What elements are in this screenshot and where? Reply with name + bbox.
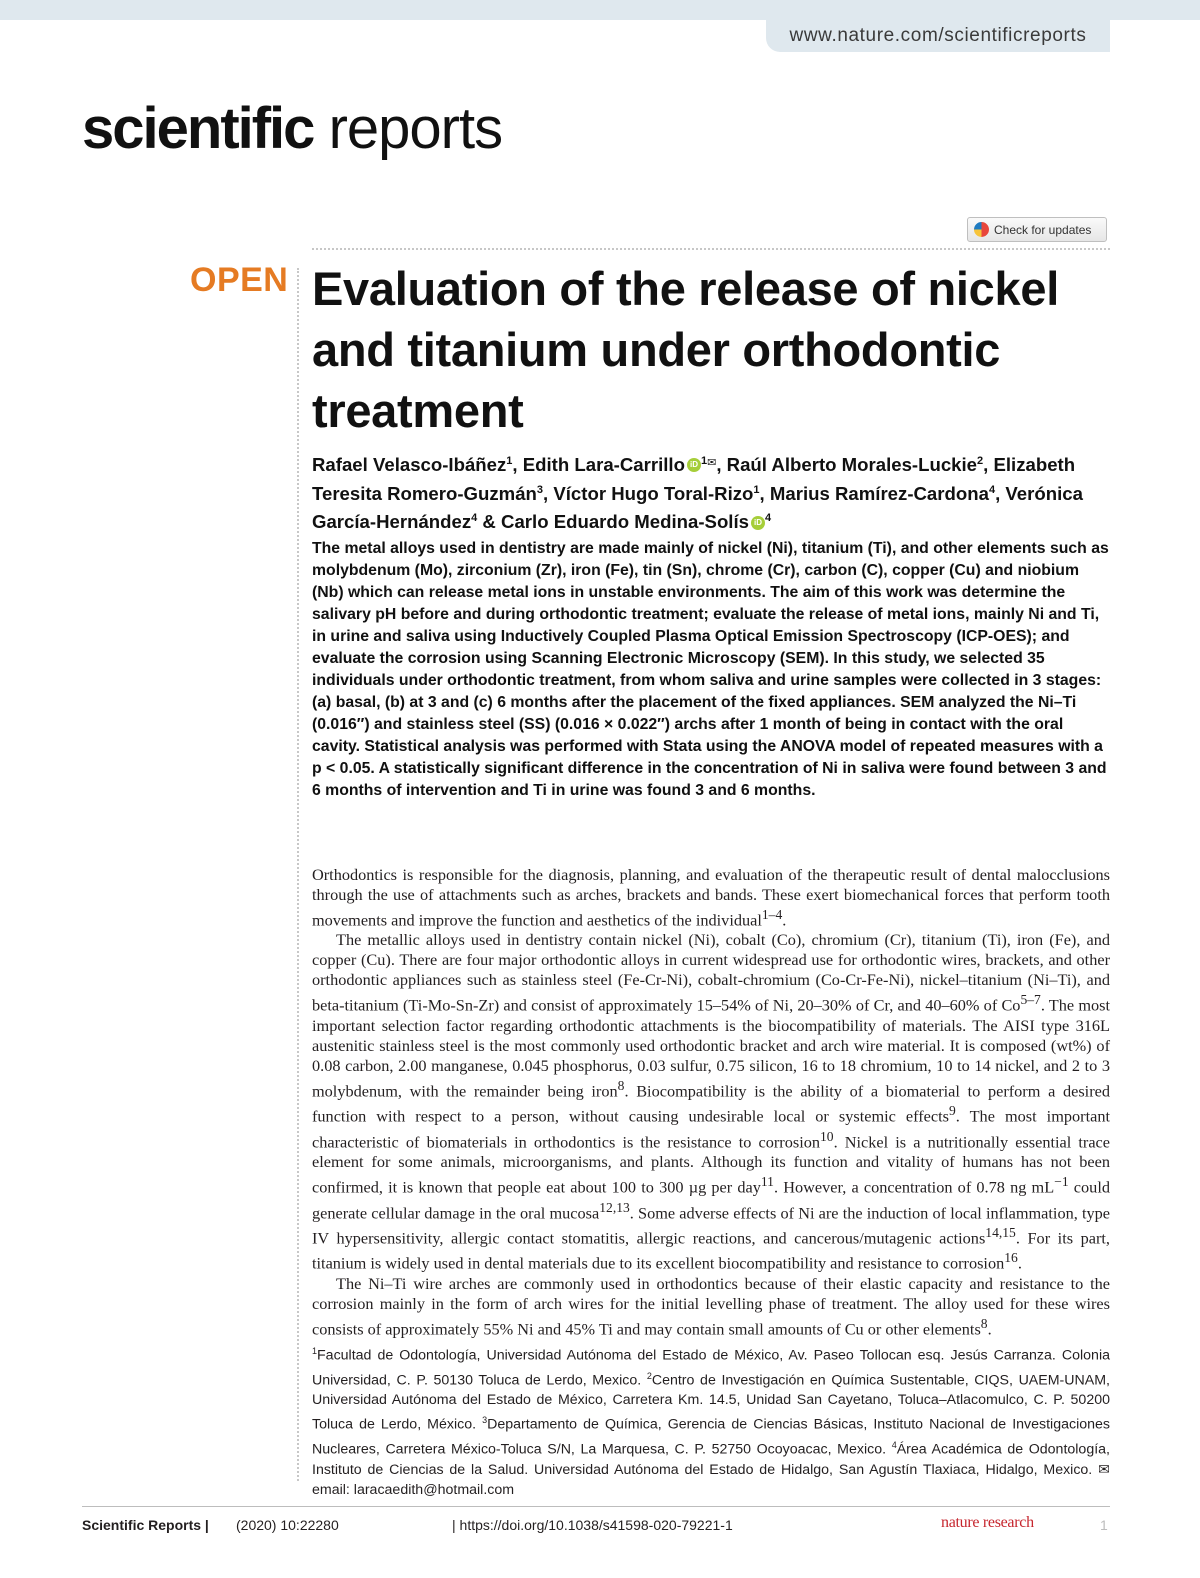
orcid-icon[interactable]: iD [751,516,765,530]
author-list: Rafael Velasco-Ibáñez$^1$, Edith Lara-Carrillo iD $^{1✉}$, Raúl Alberto Morales-Luckie$^2$, Elizabeth Teresita Romero-Guzmán$^3$, Víctor Hugo Toral-Rizo$^1$, Marius Ramírez-Cardona$^4$, Verónica García-Hernández$^4$ & Carlo Eduardo Medina-Solís iD $^4$ [312,454,1083,533]
body-paragraph: Orthodontics is responsible for the diagnosis, planning, and evaluation of the therapeutic result of dental malocclusions through the use of attachments such as arches, brackets and bands. These exert biomechanical forces that perform tooth movements and improve the function and aesthetics of the individual$^{1-4}$. [312,865,1110,930]
header-divider [312,248,1110,250]
orcid-icon[interactable]: iD [687,458,701,472]
journal-logo-regular: reports [328,96,503,161]
footer-doi-link[interactable]: | https://doi.org/10.1038/s41598-020-79221-1 [452,1517,733,1533]
crossmark-icon [974,222,989,237]
body-paragraph: The metallic alloys used in dentistry contain nickel (Ni), cobalt (Co), chromium (Cr), titanium (Ti), iron (Fe), and copper (Cu). There are four major orthodontic alloys in current widespread use for orthodontic wires, brackets, and other orthodontic appliances such as stainless steel (Fe-Cr-Ni), cobalt-chromium (Co-Cr-Fe-Ni), nickel–titanium (Ni–Ti), and beta-titanium (Ti-Mo-Sn-Zr) and consist of approximately 15–54% of Ni, 20–30% of Cr, and 40–60% of Co$^{5-7}$. The most important selection factor regarding orthodontic attachments is the biocompatibility of materials. The AISI type 316L austenitic stainless steel is the most commonly used orthodontic bracket and arch wire material. It is composed (wt%) of 0.08 carbon, 2.00 manganese, 0.045 phosphorus, 0.03 sulfur, 0.75 silicon, 16 to 18 chromium, 10 to 14 nickel, and 2 to 3 molybdenum, with the remainder being iron$^8$. Biocompatibility is the ability of a biomaterial to perform a desired function with respect to a person, without causing undesirable local or systemic effects$^9$. The most important characteristic of biomaterials in orthodontics is the resistance to corrosion$^{10}$. Nickel is a nutritionally essential trace element for some animals, microorganisms, and plants. Although its function and vitality of humans has not been confirmed, it is known that people eat about 100 to 300 µg per day$^{11}$. However, a concentration of 0.78 ng $mL^{-1}$ could generate cellular damage in the oral mucosa$^{12,13}$. Some adverse effects of Ni are the induction of local inflammation, type IV hypersensitivity, allergic contact stomatitis, allergic reactions, and cancerous/mutagenic actions$^{14,15}$. For its part, titanium is widely used in dental materials due to its excellent biocompatibility and resistance to corrosion$^{16}$. [312,930,1111,1273]
top-banner [0,0,1200,20]
footer-issue: (2020) 10:22280 [236,1517,339,1533]
journal-url[interactable]: www.nature.com/scientificreports [766,20,1110,52]
check-for-updates-button[interactable] [967,217,1107,242]
envelope-icon: ✉ [707,457,717,470]
abstract: The metal alloys used in dentistry are made mainly of nickel (Ni), titanium (Ti), and other elements such as molybdenum (Mo), zirconium (Zr), iron (Fe), tin (Sn), chrome (Cr), carbon (C), copper (Cu) and niobium (Nb) which can release metal ions in unstable environments. The aim of this work was determine the salivary pH before and during orthodontic treatment; evaluate the release of metal ions, mainly Ni and Ti, in urine and saliva using Inductively Coupled Plasma Optical Emission Spectroscopy (ICP-OES); and evaluate the corrosion using Scanning Electronic Microscopy (SEM). In this study, we selected 35 individuals under orthodontic treatment, from whom saliva and urine samples were collected in 3 stages: (a) basal, (b) at 3 and (c) 6 months after the placement of the fixed appliances. SEM analyzed the Ni–Ti (0.016″) and stainless steel (SS) (0.016 × 0.022″) archs after 1 month of being in contact with the oral cavity. Statistical analysis was performed with Stata using the ANOVA model of repeated measures with a p < 0.05. A statistically significant difference in the concentration of Ni in saliva were found between 3 and 6 months of intervention and Ti in urine was found 3 and 6 months. [312,540,1109,799]
affiliations: $^1$Facultad de Odontología, Universidad Autónoma del Estado de México, Av. Paseo Tollocan esq. Jesús Carranza. Colonia Universidad, C. P. 50130 Toluca de Lerdo, Mexico. $^2$Centro de Investigación en Química Sustentable, CIQS, UAEM-UNAM, Universidad Autónoma del Estado de México, Carretera Km. 14.5, Unidad San Cayetano, Toluca–Atlacomulco, C. P. 50200 Toluca de Lerdo, México. $^3$Departamento de Química, Gerencia de Ciencias Básicas, Instituto Nacional de Investigaciones Nucleares, Carretera México-Toluca S/N, La Marquesa, C. P. 52750 Ocoyoacac, Mexico. $^4$Área Académica de Odontología, Instituto de Ciencias de la Salud. Universidad Autónoma del Estado de Hidalgo, San Agustín Tlaxiaca, Hidalgo, Mexico. ✉email: laracaedith@hotmail.com [312,1346,1110,1498]
article-body [312,865,1110,1339]
open-access-label: OPEN [190,261,289,299]
margin-divider [297,268,299,1481]
journal-logo [82,94,502,164]
publisher-logo: nature research [941,1514,1034,1531]
envelope-icon: ✉ [1098,1461,1110,1478]
check-for-updates-label: Check for updates [994,222,1092,237]
page-number: 1 [1100,1517,1108,1533]
article-title: Evaluation of the release of nickel and titanium under orthodontic treatment [312,262,1059,437]
body-paragraph: The Ni–Ti wire arches are commonly used in orthodontics because of their elastic capacity and resistance to the corrosion mainly in the form of arch wires for the initial levelling phase of treatment. The alloy used for these wires consists of approximately 55% Ni and 45% Ti and may contain small amounts of Cu or other elements$^8$. [312,1273,1110,1339]
footer-journal: Scientific Reports | [82,1517,209,1533]
journal-logo-bold: scientific [82,96,314,161]
footer-divider [82,1506,1110,1507]
